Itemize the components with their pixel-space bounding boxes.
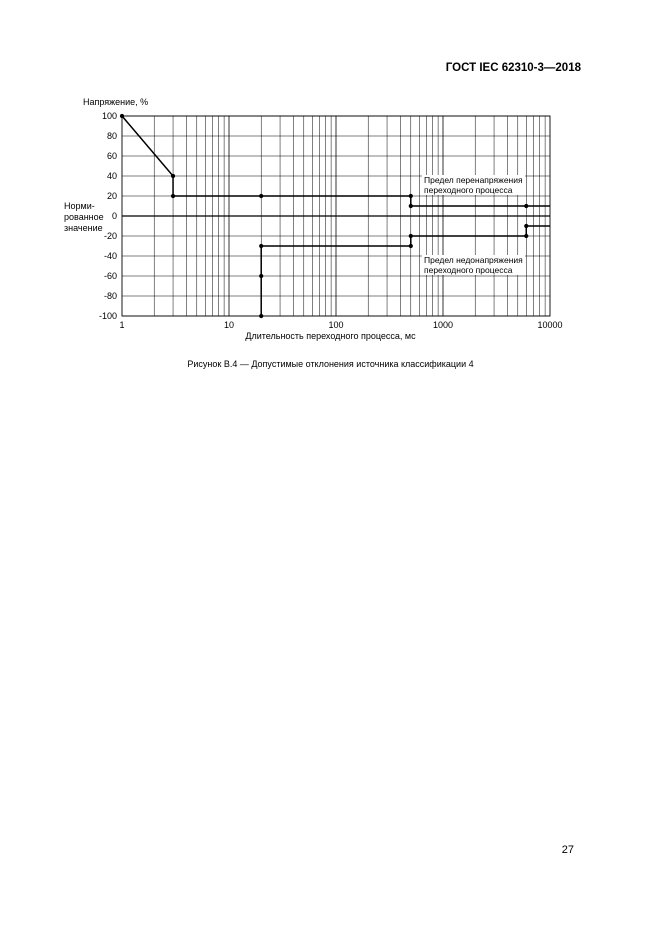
y-tick-label: -20 <box>103 231 117 241</box>
x-tick-label: 10 <box>223 320 235 330</box>
data-point <box>171 194 175 198</box>
y-tick-label: 100 <box>101 111 117 121</box>
y-tick-label: -40 <box>103 251 117 261</box>
annotation-line: Предел перенапряжения <box>424 175 523 185</box>
data-point <box>120 114 124 118</box>
y-tick-label: 60 <box>106 151 117 161</box>
data-point <box>409 194 413 198</box>
page-number: 27 <box>561 844 574 856</box>
x-tick-label: 100 <box>328 320 344 330</box>
data-point <box>409 204 413 208</box>
x-tick-label: 1 <box>119 320 125 330</box>
figure-caption: Рисунок В.4 — Допустимые отклонения источника классификации 4 <box>187 359 474 369</box>
document-header: ГОСТ IEC 62310-3—2018 <box>445 62 581 74</box>
annotation-line: Предел недонапряжения <box>424 255 523 265</box>
nominal-label-line: значение <box>64 223 103 233</box>
data-point <box>409 234 413 238</box>
annotation-line: переходного процесса <box>424 265 513 275</box>
nominal-label-line: Норми- <box>64 201 95 211</box>
data-point <box>524 234 528 238</box>
data-point <box>259 314 263 318</box>
x-tick-label: 10000 <box>537 320 563 330</box>
y-tick-label: 80 <box>106 131 117 141</box>
y-tick-label: 0 <box>111 211 117 221</box>
data-point <box>524 224 528 228</box>
y-axis-title: Напряжение, % <box>83 97 149 107</box>
x-tick-label: 1000 <box>432 320 454 330</box>
y-tick-label: -100 <box>98 311 117 321</box>
y-tick-label: 20 <box>106 191 117 201</box>
nominal-label-line: рованное <box>64 212 104 222</box>
y-tick-label: -80 <box>103 291 117 301</box>
data-point <box>409 244 413 248</box>
data-point <box>259 194 263 198</box>
data-point <box>259 274 263 278</box>
y-tick-label: 40 <box>106 171 117 181</box>
y-tick-label: -60 <box>103 271 117 281</box>
x-axis-title: Длительность переходного процесса, мс <box>245 331 416 341</box>
data-point <box>259 244 263 248</box>
undervoltage-annotation <box>422 255 525 275</box>
data-point <box>524 204 528 208</box>
annotation-line: переходного процесса <box>424 185 513 195</box>
data-point <box>171 174 175 178</box>
overvoltage-annotation <box>422 175 525 195</box>
